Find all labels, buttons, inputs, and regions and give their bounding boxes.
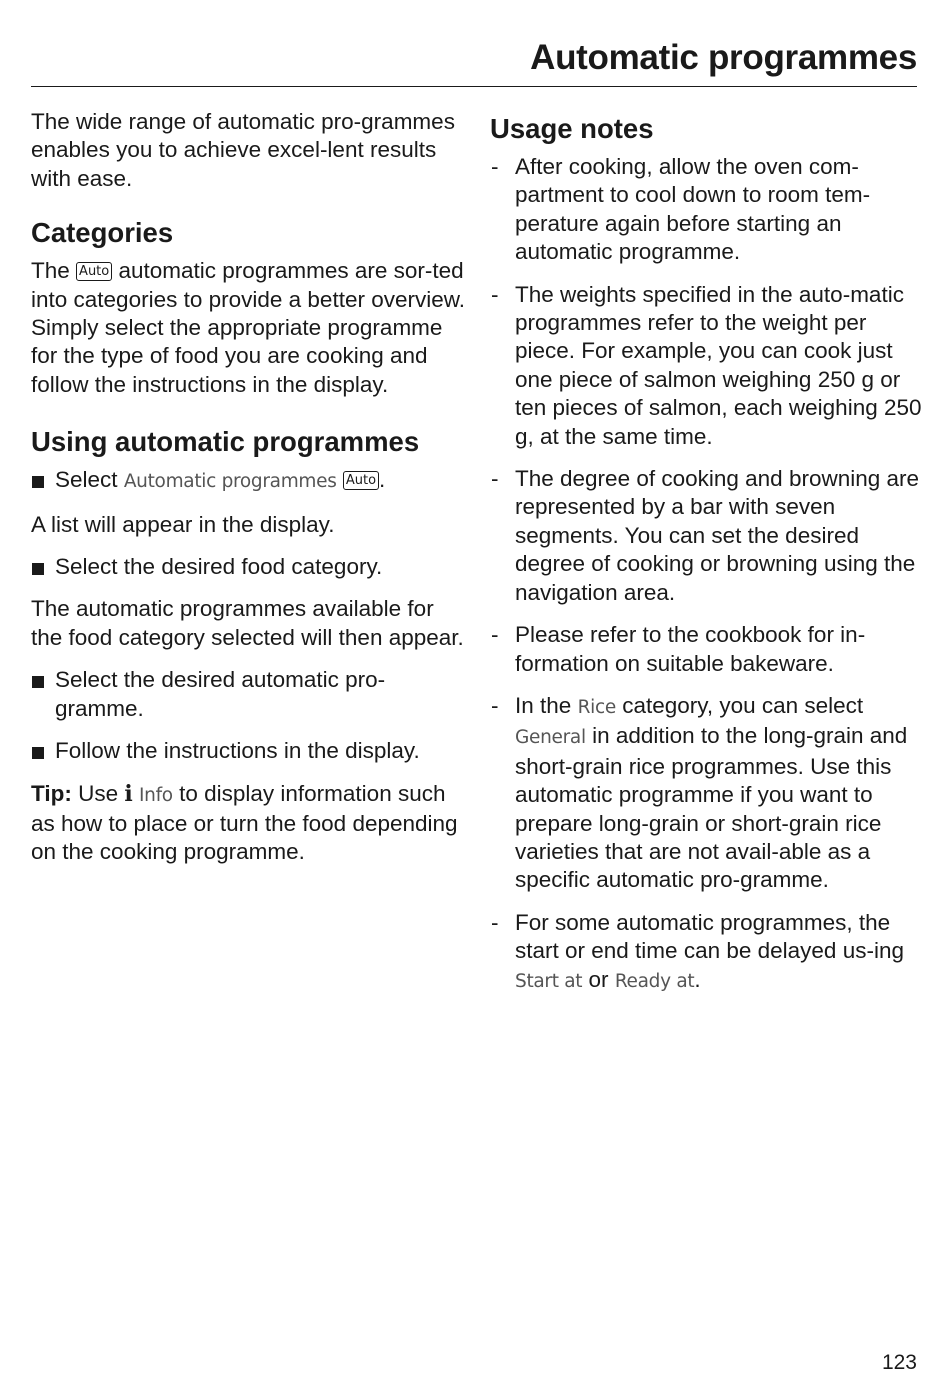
note4-text: Please refer to the cookbook for in-formation on suitable bakeware. xyxy=(515,622,866,676)
usage-note xyxy=(490,281,930,451)
step1-suffix: . xyxy=(379,467,386,493)
categories-text-after: automatic programmes are sor-ted into categories to provide a better overview. Simply select the appropriate programme for the type of food you are cooking and follow the instructions in the display. xyxy=(31,258,465,397)
dash-bullet: - xyxy=(491,466,499,492)
note6-end: . xyxy=(694,966,701,992)
categories-text-before: The xyxy=(31,258,70,284)
usage-notes-heading: Usage notes xyxy=(490,113,654,144)
dash-bullet: - xyxy=(491,909,499,935)
note1-text: After cooking, allow the oven com-partment to cool down to room tem-perature again before starting an automatic programme. xyxy=(515,154,871,265)
usage-note xyxy=(490,621,930,678)
left-column xyxy=(31,108,471,867)
categories-heading: Categories xyxy=(31,217,174,249)
tip-paragraph xyxy=(31,780,471,867)
square-bullet-icon xyxy=(32,747,44,759)
dash-bullet: - xyxy=(491,281,499,307)
note5-c: in addition to the long-grain and short-grain rice programmes. Use this automatic programme if you want to prepare long-grain or short-grain rice varieties that are not avail-able as a specific automatic pro-gramme. xyxy=(515,723,908,893)
categories-paragraph xyxy=(31,257,471,399)
right-column xyxy=(490,108,930,1010)
note6-or: or xyxy=(588,966,609,992)
step1-prefix: Select xyxy=(55,467,118,493)
display-text-rice: Rice xyxy=(577,696,616,718)
display-text-info: Info xyxy=(139,784,173,806)
note5-a: In the xyxy=(515,692,572,718)
tip-rest: to display information such as how to place or turn the food depending on the cooking programme. xyxy=(31,780,458,865)
usage-note xyxy=(490,909,930,996)
tip-use: Use xyxy=(78,780,119,806)
usage-note xyxy=(490,153,930,267)
square-bullet-icon xyxy=(32,563,44,575)
display-text-start-at: Start at xyxy=(515,970,583,992)
note5-b: category, you can select xyxy=(622,692,864,718)
note2-text: The weights specified in the auto-matic programmes refer to the weight per piece. For example, you can cook just one piece of salmon weighing 250 g or ten pieces of salmon, each weighing 250 g, at the same time. xyxy=(515,281,922,449)
step-select-programme xyxy=(31,666,471,723)
display-text-ready-at: Ready at xyxy=(614,970,695,992)
step2-text: Select the desired food category. xyxy=(55,554,383,580)
auto-key-icon: Auto xyxy=(343,471,379,490)
auto-key-icon: Auto xyxy=(76,262,112,281)
usage-note xyxy=(490,465,930,607)
programmes-available-paragraph: The automatic programmes available for the food category selected will then appear. xyxy=(31,596,464,650)
dash-bullet: - xyxy=(491,692,499,718)
step-select-automatic xyxy=(31,466,471,496)
page-number: 123 xyxy=(881,1351,917,1374)
display-text-automatic-programmes: Automatic programmes xyxy=(123,471,337,493)
step4-text: Follow the instructions in the display. xyxy=(55,738,420,764)
step-follow-instructions xyxy=(31,737,471,765)
intro-paragraph: The wide range of automatic pro-grammes enables you to achieve excel-lent results with ease. xyxy=(31,109,455,191)
square-bullet-icon xyxy=(32,676,44,688)
list-appears-paragraph: A list will appear in the display. xyxy=(31,511,335,537)
note6-a: For some automatic programmes, the start or end time can be delayed us-ing xyxy=(515,909,904,964)
using-heading: Using automatic programmes xyxy=(31,426,420,458)
tip-label: Tip: xyxy=(31,780,72,806)
page-title: Automatic programmes xyxy=(530,38,917,77)
step3-text: Select the desired automatic pro-gramme. xyxy=(55,667,386,721)
info-icon: i xyxy=(124,780,133,807)
square-bullet-icon xyxy=(32,476,44,488)
note3-text: The degree of cooking and browning are represented by a bar with seven segments. You can set the desired degree of cooking or browning using the navigation area. xyxy=(515,466,920,605)
dash-bullet: - xyxy=(491,154,499,179)
display-text-general: General xyxy=(515,727,586,749)
usage-note xyxy=(490,692,930,895)
step-select-category xyxy=(31,553,471,581)
page-header xyxy=(31,34,917,87)
dash-bullet: - xyxy=(491,622,499,648)
